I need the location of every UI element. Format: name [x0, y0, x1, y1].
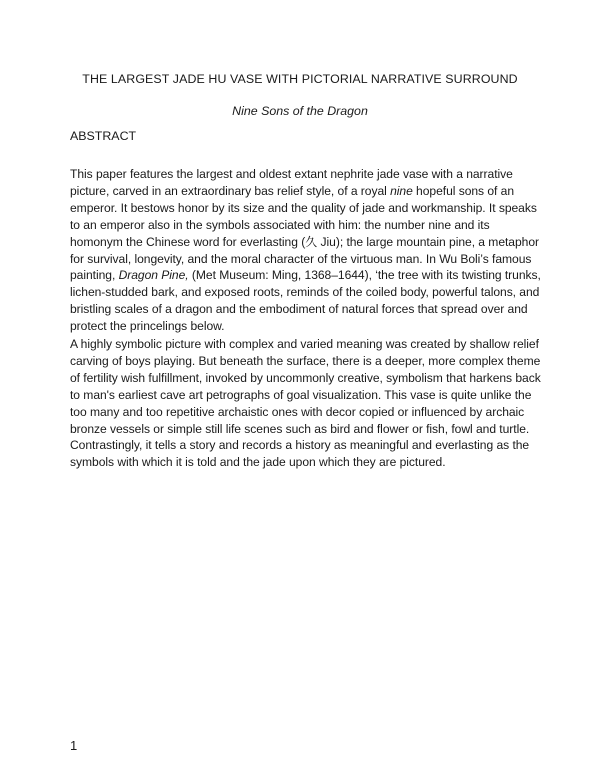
abstract-heading: ABSTRACT — [70, 129, 137, 143]
abstract-paragraph-2: A highly symbolic picture with complex and varied meaning was created by shallow relief carving of boys playing. But beneath the surface, there is a deeper, more complex theme of fertility wish fulfillment, invoked by uncommonly creative, symbolism that harkens back to man's earliest cave art petrographs of goal visualization. This vase is quite unlike the too many and too repetitive archaistic ones with decor copied or influenced by archaic bronze vessels or simple still life scenes such as bird and flower or fish, fowl and turtle. Contrastingly, it tells a story and records a history as meaningful and everlasting as the symbols with which it is told and the jade upon which they are pictured. — [70, 337, 541, 470]
paragraph-1-text-a: This paper features the largest and oldest extant nephrite jade vase with a narrative picture, carved in an extraordinary bas relief style, of a royal — [70, 167, 513, 198]
page-number: 1 — [70, 738, 78, 753]
paragraph-1-text-c: (Met Museum: Ming, 1368–1644), ‘the tree with its twisting trunks, lichen-studded bark, and exposed roots, reminds of the coiled body, powerful talons, and bristling scales of a dragon and the embodiment of natural forces that spread over and protect the princelings below. — [70, 268, 541, 334]
paper-subtitle: Nine Sons of the Dragon — [232, 104, 368, 118]
paragraph-1-text-b: hopeful sons of an emperor. It bestows honor by its size and the quality of jade and workmanship. It speaks to an emperor also in the symbols associated with him: the number nine and its homonym the Chinese word for everlasting (久 Jiu); the large mountain pine, a metaphor for survival, longevity, and the moral character of the virtuous man. In Wu Boli’s famous painting, — [70, 183, 539, 283]
emphasis-dragon-pine: Dragon Pine, — [118, 268, 189, 283]
abstract-paragraph-1 — [70, 166, 542, 335]
paper-title: THE LARGEST JADE HU VASE WITH PICTORIAL NARRATIVE SURROUND — [82, 72, 518, 86]
emphasis-nine: nine — [390, 183, 413, 198]
